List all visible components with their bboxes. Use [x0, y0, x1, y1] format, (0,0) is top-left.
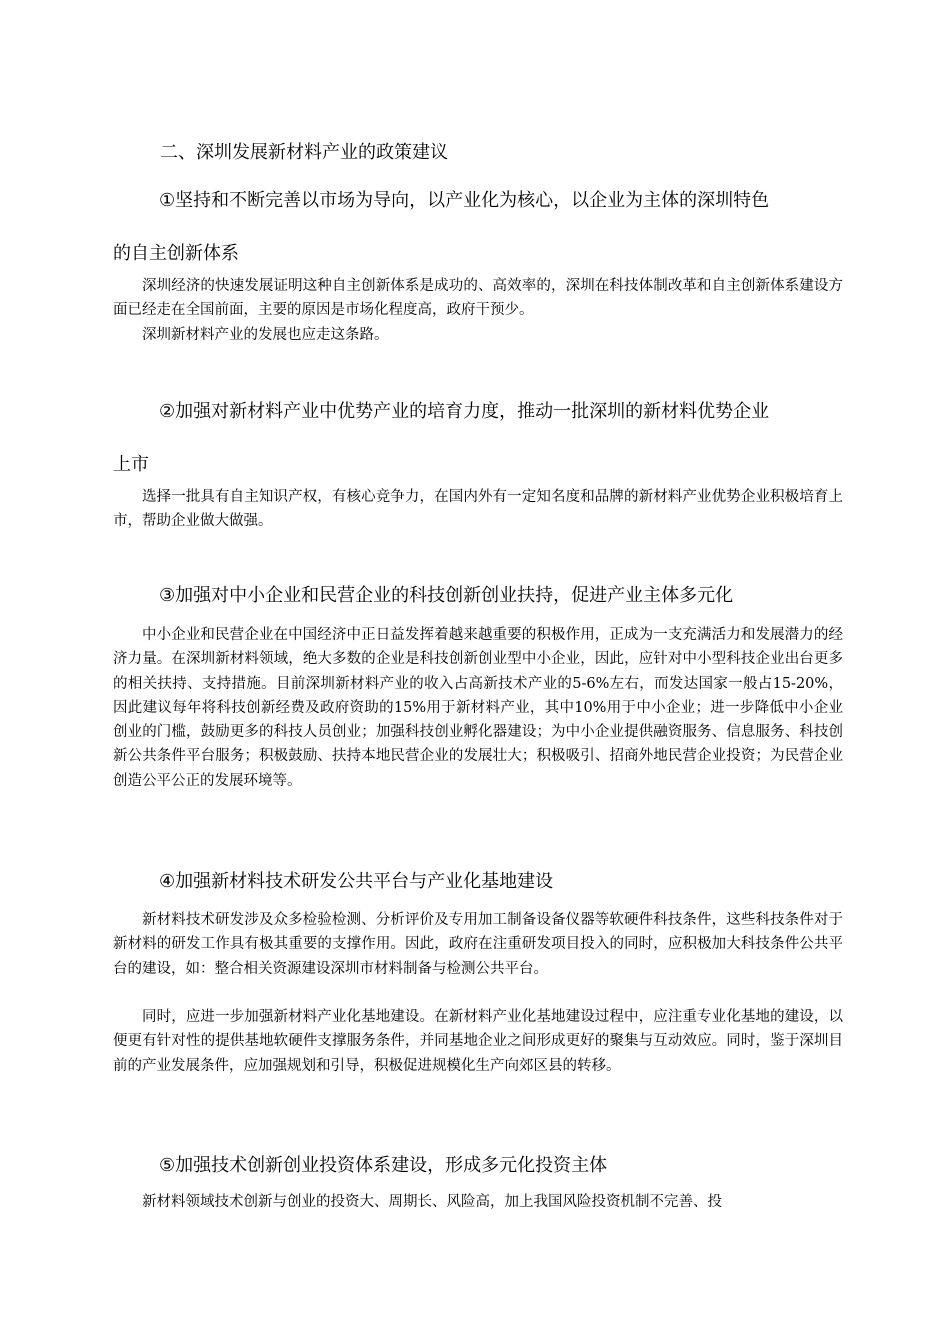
item-4-heading: ④加强新材料技术研发公共平台与产业化基地建设 — [159, 871, 554, 892]
item-2-paragraph-1: 选择一批具有自主知识产权，有核心竞争力，在国内外有一定知名度和品牌的新材料产业优势企业积极培育上市，帮助企业做大做强。 — [113, 489, 843, 530]
item-4-paragraph-2: 同时，应进一步加强新材料产业化基地建设。在新材料产业化基地建设过程中，应注重专业化基地的建设，以便更有针对性的提供基地软硬件支撑服务条件，并同基地企业之间形成更好的聚集与互动效应。同时，鉴于深圳目前的产业发展条件，应加强规划和引导，积极促进规模化生产向郊区县的转移。 — [113, 1009, 843, 1074]
item-5-heading: ⑤加强技术创新创业投资体系建设，形成多元化投资主体 — [159, 1155, 608, 1176]
item-2-heading-line1: ②加强对新材料产业中优势产业的培育力度，推动一批深圳的新材料优势企业 — [159, 401, 770, 422]
section-title: 二、深圳发展新材料产业的政策建议 — [160, 142, 448, 163]
item-3-paragraph-1: 中小企业和民营企业在中国经济中正日益发挥着越来越重要的积极作用，正成为一支充满活力和发展潜力的经济力量。在深圳新材料领域，绝大多数的企业是科技创新创业型中小企业，因此，应针对中小型科技企业出台更多的相关扶持、支持措施。目前深圳新材料产业的收入占高新技术产业的5-6%左右，而发达国家一般占15-20%，因此建议每年将科技创新经费及政府资助的15%用于新材料产业，其中10%用于中小企业；进一步降低中小企业创业的门槛，鼓励更多的科技人员创业；加强科技创业孵化器建设；为中小企业提供融资服务、信息服务、科技创新公共条件平台服务；积极鼓励、扶持本地民营企业的发展壮大；积极吸引、招商外地民营企业投资；为民营企业创造公平公正的发展环境等。 — [113, 627, 843, 789]
item-1-paragraph-2: 深圳新材料产业的发展也应走这条路。 — [142, 327, 389, 343]
item-3-heading: ③加强对中小企业和民营企业的科技创新创业扶持，促进产业主体多元化 — [159, 585, 734, 606]
item-1-paragraph-1: 深圳经济的快速发展证明这种自主创新体系是成功的、高效率的，深圳在科技体制改革和自主创新体系建设方面已经走在全国前面，主要的原因是市场化程度高，政府干预少。 — [113, 278, 843, 319]
item-2-heading-line2: 上市 — [113, 454, 149, 475]
item-5-paragraph-1: 新材料领域技术创新与创业的投资大、周期长、风险高，加上我国风险投资机制不完善、投 — [142, 1194, 722, 1210]
item-1-heading-line1: ①坚持和不断完善以市场为导向，以产业化为核心，以企业为主体的深圳特色 — [159, 190, 770, 211]
item-2-heading — [113, 400, 841, 477]
item-1-heading-line2: 的自主创新体系 — [113, 243, 239, 264]
item-4-paragraph-1: 新材料技术研发涉及众多检验检测、分析评价及专用加工制备设备仪器等软硬件科技条件，这些科技条件对于新材料的研发工作具有极其重要的支撑作用。因此，政府在注重研发项目投入的同时，应积极加大科技条件公共平台的建设，如：整合相关资源建设深圳市材料制备与检测公共平台。 — [113, 912, 843, 977]
item-1-heading — [113, 189, 841, 266]
